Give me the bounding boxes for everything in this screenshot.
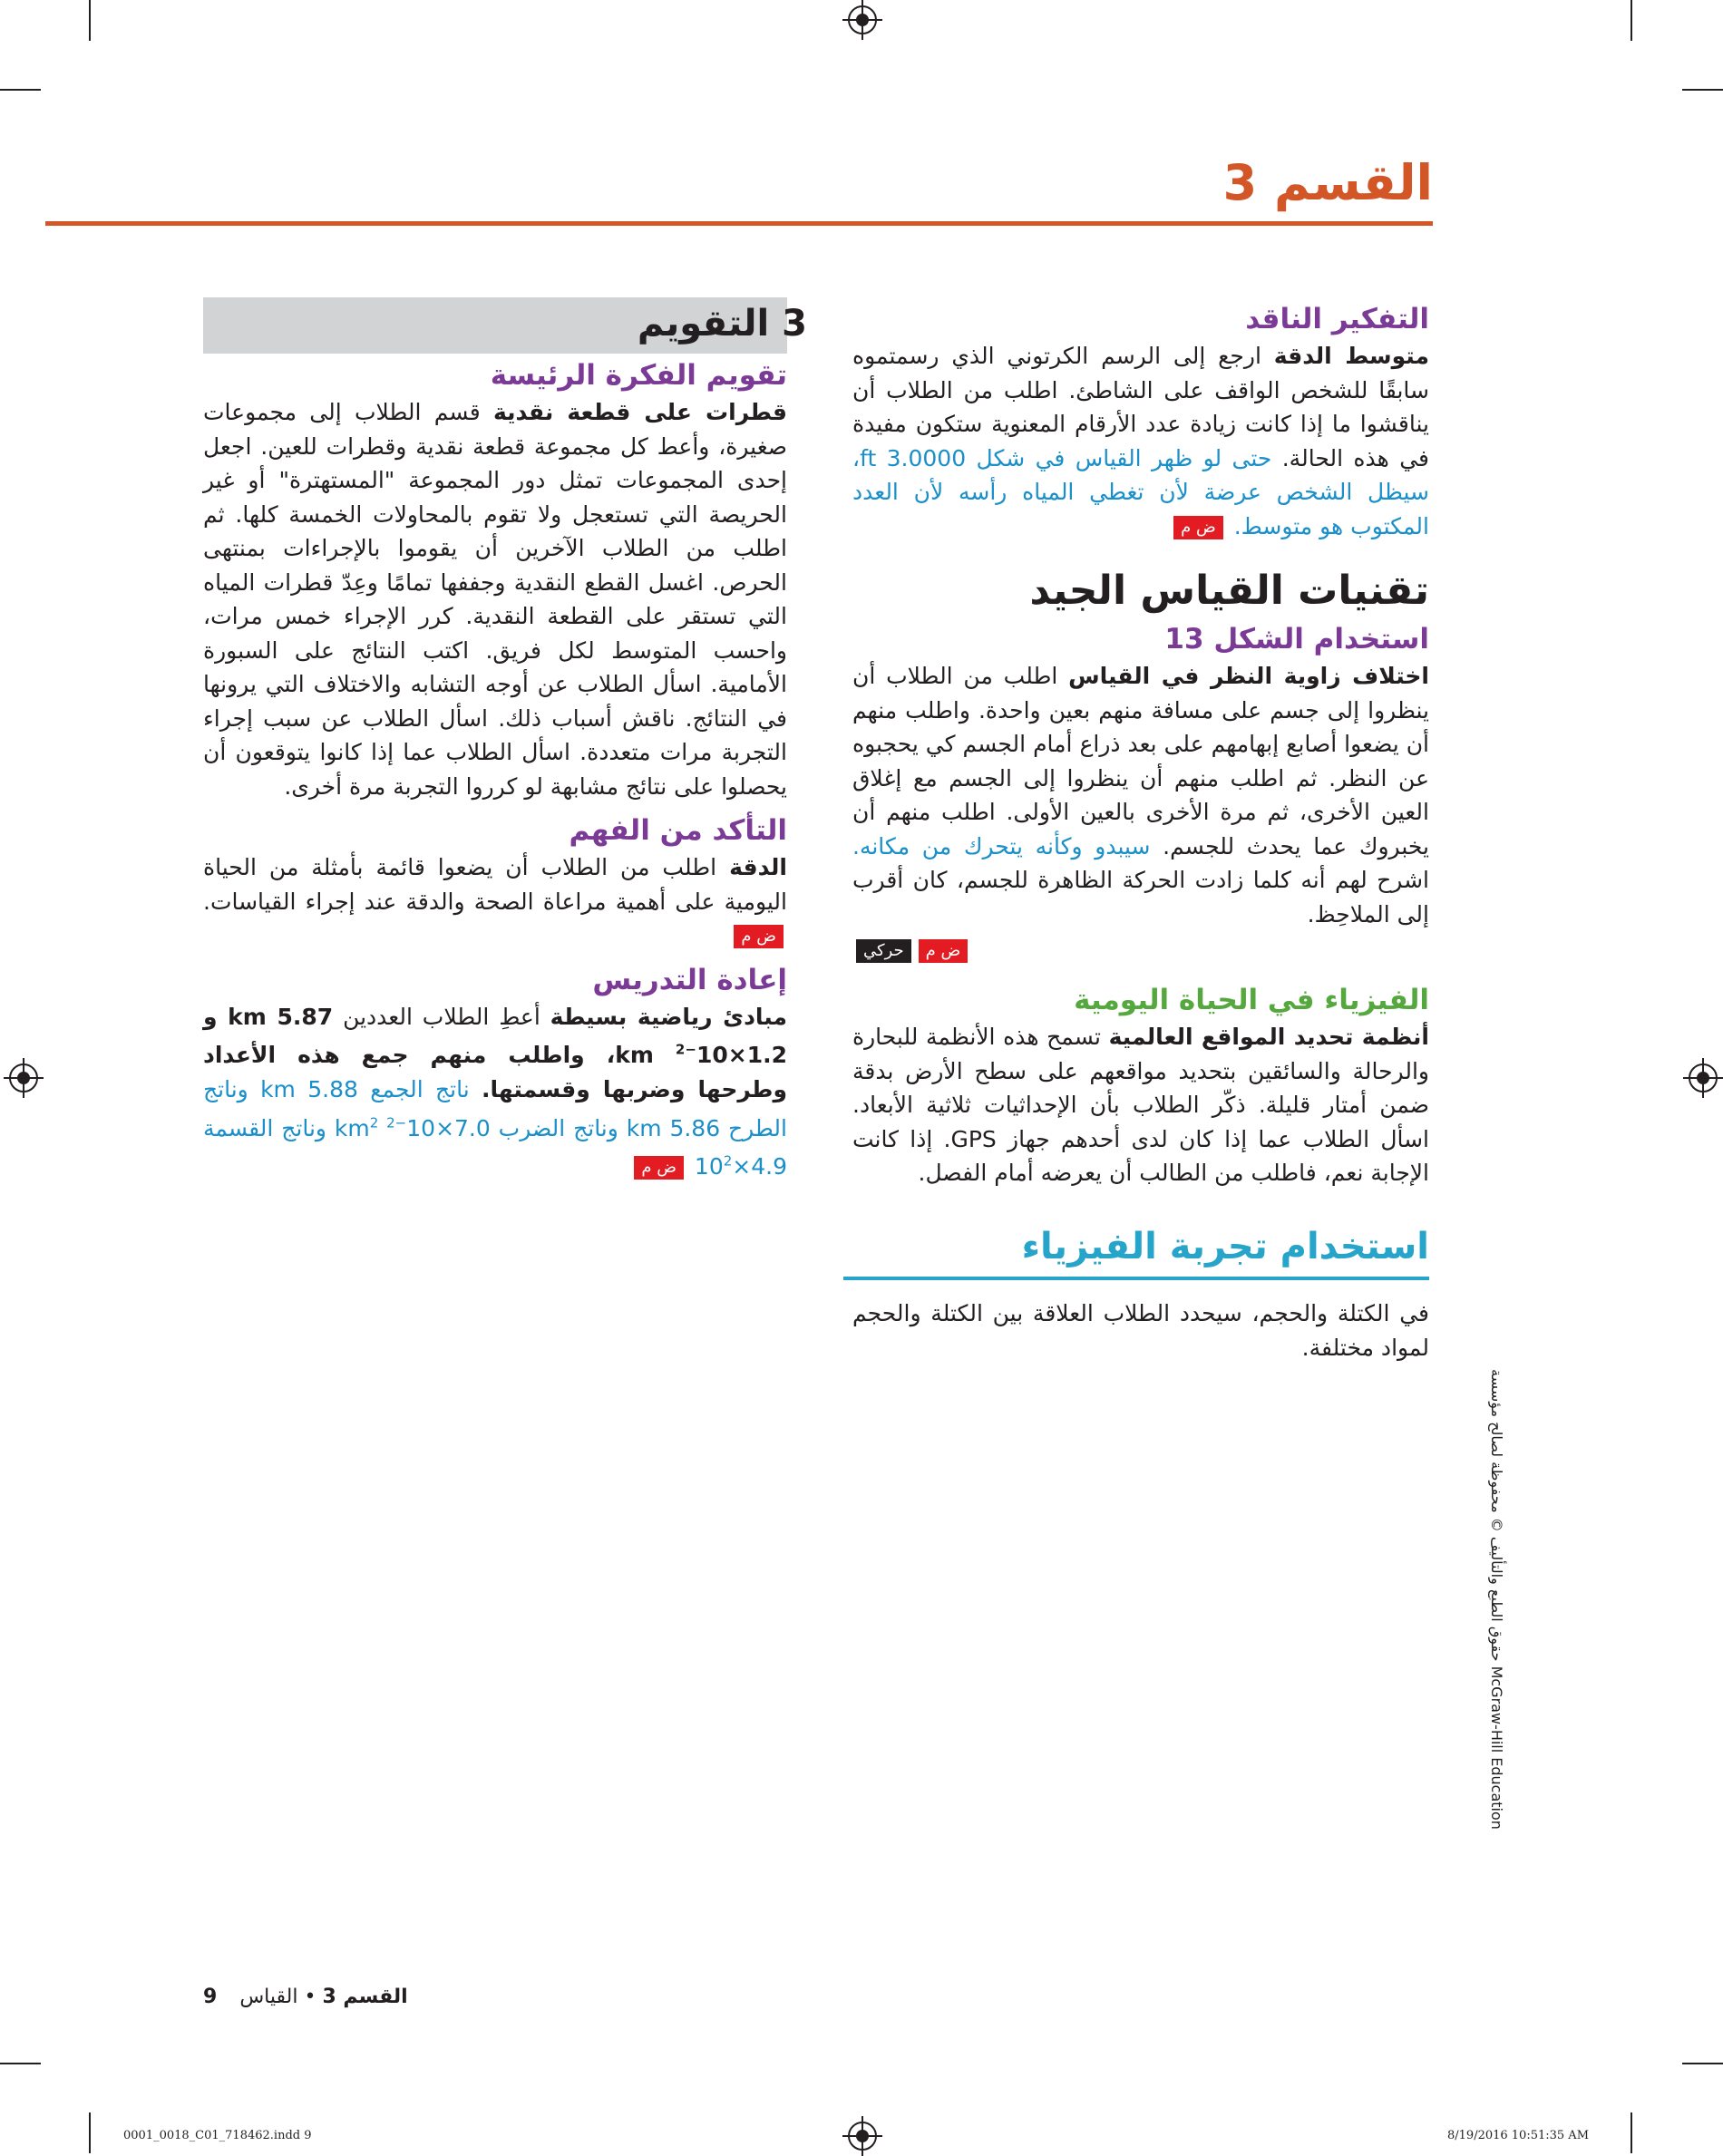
critical-thinking-paragraph bbox=[852, 339, 1429, 543]
check-text: اطلب من الطلاب أن يضعوا قائمة بأمثلة من الحياة اليومية على أهمية مراعاة الصحة والدقة عند إجراء القياسات. bbox=[203, 854, 787, 915]
reteach-heading: إعادة التدريس bbox=[592, 963, 787, 996]
critical-thinking-answer: حتى لو ظهر القياس في شكل 3.0000 ft، سيظل الشخص عرضة لأن تغطي المياه رأسه لأن العدد المكتوب هو متوسط. bbox=[852, 444, 1429, 539]
crop-mark bbox=[1682, 2063, 1723, 2064]
registration-mark-icon bbox=[848, 2122, 877, 2151]
reteach-math1-exp: −2 bbox=[675, 1042, 696, 1058]
section-rule bbox=[45, 221, 1433, 226]
section-title: القسم 3 bbox=[1222, 154, 1433, 211]
crop-mark bbox=[1631, 2112, 1632, 2153]
techniques-text: اطلب من الطلاب أن ينظروا إلى جسم على مسافة منهم بعين واحدة. واطلب منهم أن يضعوا أصابع إبهامهم على بعد ذراع أمام الجسم كي يحجبوه عن النظر. ثم اطلب منهم أن ينظروا إلى الجسم مع إغلاق العين الأخرى، ثم مرة الأخرى بالعين الأولى. اطلب منهم أن يخبروك عما يحدث للجسم. bbox=[852, 663, 1429, 859]
physics-lab-rule bbox=[843, 1277, 1429, 1280]
techniques-answer: سيبدو وكأنه يتحرك من مكانه. bbox=[852, 832, 1151, 859]
crop-mark bbox=[1631, 0, 1632, 41]
crop-mark bbox=[89, 0, 91, 41]
difference-label: وناتج الطرح bbox=[203, 1075, 787, 1141]
critical-thinking-heading: التفكير الناقد bbox=[1245, 303, 1429, 335]
crop-mark bbox=[89, 2112, 91, 2153]
product-unit: km bbox=[334, 1114, 387, 1141]
main-idea-lead: قطرات على قطعة نقدية bbox=[492, 399, 787, 425]
differentiation-badge: ض م bbox=[734, 925, 784, 948]
reteach-paragraph bbox=[203, 1000, 787, 1184]
everyday-physics-text: تسمح هذه الأنظمة للبحارة والرحالة والسائقين بتحديد مواقعهم على سطح الأرض بدقة ضمن أمتار قليلة. ذكّر الطلاب بأن الإحداثيات ثلاثية الأبعاد. اسأل الطلاب عما إذا كان لدى أحدهم جهاز GPS. إذا كانت الإجابة نعم، فاطلب من الطالب أن يعرضه أمام الفصل. bbox=[852, 1024, 1429, 1186]
physics-lab-title: استخدام تجربة الفيزياء bbox=[1021, 1226, 1429, 1267]
main-idea-text: قسم الطلاب إلى مجموعات صغيرة، وأعط كل مجموعة قطعة نقدية وقطرات للعين. اجعل إحدى المجموعات تمثل دور المجموعة "المستهترة" أو غير الحريصة التي تستعجل ولا تقوم بالمحاولات الخمسة كلها. ثم اطلب من الطلاب الآخرين أن يقوموا بالإجراءات بمنتهى الحرص. اغسل القطع النقدية وجففها تمامًا وعِدّ قطرات المياه التي تستقر على القطعة النقدية. كرر الإجراء خمس مرات، واحسب المتوسط لكل فريق. اكتب النتائج على السبورة الأمامية. اسأل الطلاب عن أوجه التشابه والاختلاف التي يرونها في النتائج. ناقش أسباب ذلك. اسأل الطلاب عن سبب إجراء التجربة مرات متعددة. اسأل الطلاب عما إذا كانوا يتوقعون أن يحصلوا على نتائج مشابهة لو كرروا التجربة مرة أخرى. bbox=[203, 399, 787, 800]
page-footer bbox=[203, 1986, 408, 2008]
check-paragraph bbox=[203, 850, 787, 953]
critical-thinking-text: ارجع إلى الرسم الكرتوني الذي رسمتموه سابقًا للشخص الواقف على الشاطئ. اطلب من الطلاب أن يناقشوا ما إذا كانت زيادة عدد الأرقام المعنوية ستكون مفيدة في هذه الحالة. bbox=[852, 343, 1429, 471]
copyright-notice: حقوق الطبع والتأليف © محفوظة لصالح مؤسسة McGraw-Hill Education bbox=[1488, 1369, 1505, 1830]
reteach-math1-unit: km، bbox=[606, 1042, 676, 1069]
crop-mark bbox=[1682, 89, 1723, 91]
critical-thinking-lead: متوسط الدقة bbox=[1273, 343, 1429, 369]
difference-value: 5.86 km bbox=[626, 1114, 721, 1141]
slug-timestamp: 8/19/2016 10:51:35 AM bbox=[1447, 2129, 1590, 2142]
main-idea-paragraph bbox=[203, 395, 787, 803]
check-heading: التأكد من الفهم bbox=[569, 814, 787, 847]
techniques-heading: تقنيات القياس الجيد bbox=[1029, 568, 1429, 614]
crop-mark bbox=[0, 2063, 41, 2064]
physics-lab-text: في الكتلة والحجم، سيحدد الطلاب العلاقة بين الكتلة والحجم لمواد مختلفة. bbox=[852, 1300, 1429, 1361]
footer-chapter: القياس bbox=[239, 1986, 298, 2008]
reteach-lead: مبادئ رياضية بسيطة bbox=[550, 1003, 787, 1030]
techniques-lead: اختلاف زاوية النظر في القياس bbox=[1068, 663, 1429, 689]
check-lead: الدقة bbox=[729, 854, 787, 880]
main-idea-heading: تقويم الفكرة الرئيسة bbox=[490, 359, 787, 392]
reteach-text1: أعطِ الطلاب العددين bbox=[343, 1003, 550, 1030]
footer-bullet: • bbox=[304, 1986, 316, 2008]
product-unit-exp: 2 bbox=[369, 1114, 379, 1131]
product-label: وناتج الضرب bbox=[498, 1114, 618, 1141]
techniques-badges bbox=[852, 933, 1429, 969]
differentiation-badge: ض م bbox=[919, 939, 969, 963]
quotient-value: 4.9×10 bbox=[694, 1153, 787, 1180]
crop-mark bbox=[0, 89, 41, 91]
registration-mark-icon bbox=[9, 1063, 38, 1093]
footer-section: القسم 3 bbox=[322, 1986, 408, 2008]
differentiation-badge: ض م bbox=[1173, 516, 1223, 539]
sum-label: ناتج الجمع bbox=[370, 1075, 470, 1102]
slug-filename: 0001_0018_C01_718462.indd 9 bbox=[123, 2129, 312, 2142]
registration-mark-icon bbox=[1689, 1063, 1718, 1093]
product-exp: −2 bbox=[386, 1114, 407, 1131]
everyday-physics-heading: الفيزياء في الحياة اليومية bbox=[1074, 984, 1429, 1016]
evaluation-title: 3 التقويم bbox=[637, 303, 807, 345]
page-number: 9 bbox=[203, 1986, 218, 2008]
everyday-physics-lead: أنظمة تحديد المواقع العالمية bbox=[1108, 1024, 1429, 1050]
product-value: 7.0×10 bbox=[406, 1114, 491, 1141]
quotient-label: وناتج القسمة bbox=[203, 1114, 326, 1141]
sum-value: 5.88 km bbox=[260, 1075, 358, 1102]
registration-mark-icon bbox=[848, 5, 877, 34]
differentiation-badge: ض م bbox=[634, 1156, 684, 1180]
reteach-math1: 5.87 km و 1.2×10 bbox=[203, 1003, 787, 1069]
reteach-text2: واطلب منهم جمع هذه الأعداد وطرحها وضربها وقسمتها. bbox=[203, 1042, 787, 1102]
everyday-physics-paragraph bbox=[852, 1020, 1429, 1190]
left-column bbox=[203, 355, 787, 1184]
techniques-paragraph bbox=[852, 659, 1429, 931]
techniques-subheading: استخدام الشكل 13 bbox=[1164, 623, 1429, 656]
kinesthetic-badge: حركي bbox=[856, 939, 911, 963]
right-column bbox=[852, 299, 1429, 1190]
techniques-text2: اشرح لهم أنه كلما زادت الحركة الظاهرة للجسم، كان أقرب إلى الملاحِظ. bbox=[852, 867, 1429, 927]
quotient-exp: 2 bbox=[723, 1153, 733, 1170]
